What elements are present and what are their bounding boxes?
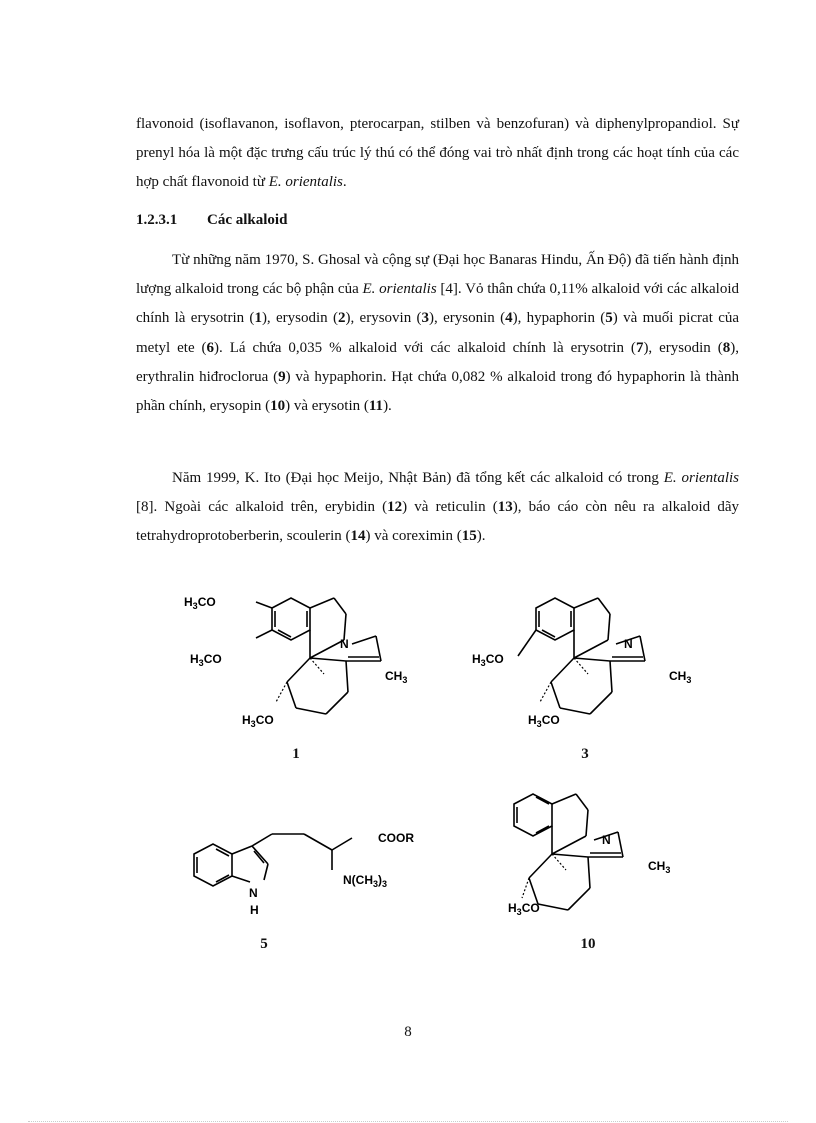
compound-label-10: 10 (580, 936, 596, 952)
species-name: E. orientalis (268, 174, 343, 191)
structure-5 (186, 814, 426, 929)
paragraph-ito: Năm 1999, K. Ito (Đại học Meijo, Nhật Bản) đã tổng kết các alkaloid có trong E. orientalis [8]. Ngoài các alkaloid trên, erybidin (12) và reticulin (13), báo cáo còn nêu ra alkaloid dãy tetrahydroprotoberberin, scoulerin (14) và coreximin (15). (136, 470, 739, 545)
compound-number: 12 (387, 499, 403, 516)
compound-number: 11 (368, 398, 384, 415)
methyl-group-label: $CH_3$ (385, 669, 408, 685)
compound-number: 9 (278, 368, 286, 385)
section-number: 1.2.3.1 (136, 212, 178, 228)
methoxy-group-label: $H_3CO$ (242, 713, 274, 729)
indole-hydrogen-label: H (250, 903, 259, 917)
methyl-group-label: $CH_3$ (669, 669, 692, 685)
text-run: flavonoid (isoflavanon, isoflavon, pterocarpan, stilben và benzofuran) và diphenylpropandiol. Sự prenyl hóa là một đặc trưng cấu trúc lý thú có thể đóng vai trò nhất định trong các hoạt tính của các hợp chất flavonoid từ (136, 116, 739, 191)
methoxy-group-label: $H_3CO$ (190, 652, 222, 668)
species-name: E. orientalis (663, 470, 739, 486)
compound-number: 15 (461, 528, 477, 545)
nitrogen-atom-label: N (602, 833, 611, 847)
nitrogen-atom-label: N (624, 637, 633, 651)
compound-number: 6 (206, 339, 215, 356)
structure-3-drawing (468, 588, 718, 738)
compound-number: 3 (421, 310, 430, 327)
structure-10-drawing (500, 784, 730, 924)
compound-number: 8 (722, 339, 731, 356)
compound-label-1: 1 (292, 746, 300, 762)
methyl-group-label: $CH_3$ (648, 859, 671, 875)
compound-number: 10 (270, 398, 286, 415)
section-heading (136, 206, 287, 235)
compound-number: 13 (497, 499, 513, 516)
section-title: Các alkaloid (207, 212, 288, 228)
text-run: . (342, 174, 347, 191)
compound-number: 2 (337, 310, 346, 327)
page-number: 8 (404, 1024, 412, 1040)
indole-nitrogen-label: N (249, 886, 258, 900)
structure-1 (180, 588, 430, 743)
structure-5-drawing (186, 814, 426, 924)
compound-number: 7 (635, 339, 644, 356)
methoxy-group-label: $H_3CO$ (528, 713, 560, 729)
structure-3 (468, 588, 718, 743)
nitrogen-atom-label: N (340, 637, 349, 651)
page-bottom-rule (28, 1121, 788, 1122)
compound-label-5: 5 (260, 936, 268, 952)
ester-group-label: COOR (378, 831, 414, 845)
paragraph-ghosal: Từ những năm 1970, S. Ghosal và cộng sự (Đại học Banaras Hindu, Ấn Độ) đã tiến hành định lượng alkaloid trong các bộ phận của E. orientalis [4]. Vỏ thân chứa 0,11% alkaloid với các alkaloid chính là erysotrin (1), erysodin (2), erysovin (3), erysonin (4), hypaphorin (5) và muối picrat của metyl ete (6). Lá chứa 0,035 % alkaloid với các alkaloid chính là erysotrin (7), erysodin (8), erythralin hiđroclorua (9) và hypaphorin. Hạt chứa 0,082 % alkaloid trong đó hypaphorin là thành phần chính, erysopin (10) và erysotin (11). (136, 252, 740, 415)
methoxy-group-label: $H_3CO$ (184, 595, 216, 611)
trimethylammonium-label: $N(CH_3)_3$ (343, 873, 388, 889)
species-name: E. orientalis (362, 281, 437, 298)
compound-number: 14 (350, 528, 366, 545)
compound-label-3: 3 (581, 746, 589, 762)
compound-number: 4 (505, 310, 513, 327)
methoxy-group-label: $H_3CO$ (472, 652, 504, 668)
structure-10 (500, 784, 730, 929)
compound-number: 5 (605, 310, 613, 327)
methoxy-group-label: $H_3CO$ (508, 901, 540, 917)
compound-number: 1 (254, 310, 262, 327)
structure-1-drawing (180, 588, 430, 738)
paragraph-flavonoid (136, 110, 739, 198)
